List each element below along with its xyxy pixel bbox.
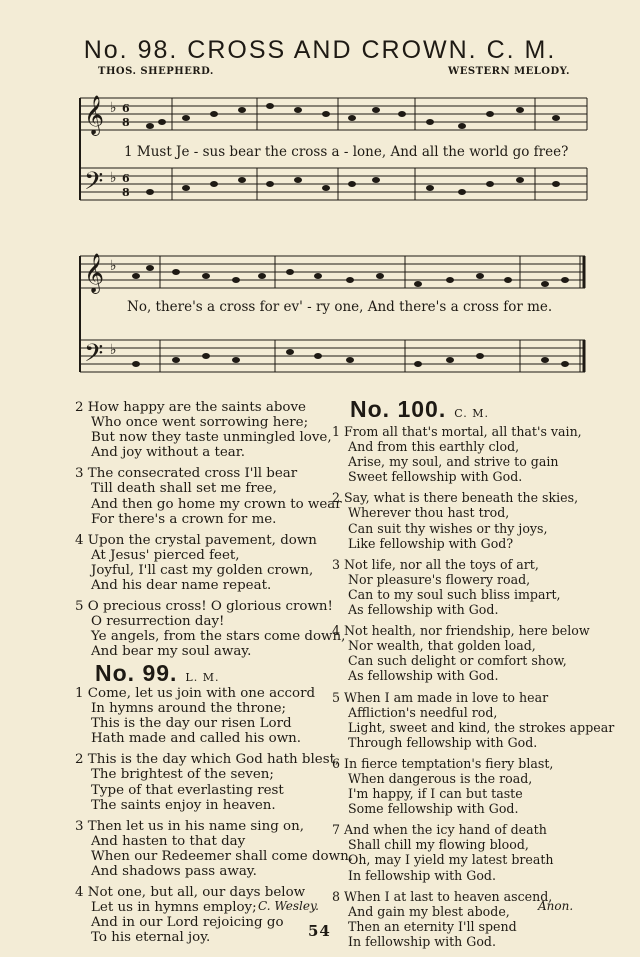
verse-line: 7 And when the icy hand of death (332, 822, 547, 838)
verse-line: As fellowship with God. (348, 668, 499, 684)
stanza (332, 490, 614, 550)
stanza (332, 623, 614, 683)
verse-line: Through fellowship with God. (348, 734, 538, 750)
verse-line: Sweet fellowship with God. (348, 469, 523, 485)
verse-line: Let us in hymns employ; (91, 900, 257, 916)
verse-line: 2 This is the day which God hath blest, (75, 752, 340, 768)
verse-line: Can to my soul such bliss impart, (348, 586, 561, 602)
verse-line: Then an eternity I'll spend (348, 918, 517, 934)
hymn-99-number: No. 99. (95, 660, 178, 686)
verse-line: Can suit thy wishes or thy joys, (348, 520, 548, 536)
stanza (332, 756, 614, 816)
verse-line: Arise, my soul, and strive to gain (348, 454, 559, 470)
svg-text:𝄞: 𝄞 (84, 95, 105, 135)
hymn-98-lyric-line-2: No, there's a cross for ev' - ry one, And there's a cross for me. (127, 299, 553, 315)
verse-line: Ye angels, from the stars come down, (91, 629, 346, 645)
hymn-100-number: No. 100. (350, 396, 447, 422)
hymn-98-lyric-line-1: 1 Must Je - sus bear the cross a - lone, And all the world go free? (124, 144, 569, 160)
verse-line: 6 In fierce temptation's fiery blast, (332, 755, 554, 771)
verse-line: 1 From all that's mortal, all that's vain, (332, 424, 582, 439)
verse-line: 3 Then let us in his name sing on, (75, 818, 304, 834)
hymn-99-meter: L. M. (185, 671, 220, 684)
stanza (332, 424, 614, 484)
verse-line: Some fellowship with God. (348, 801, 519, 817)
verse-line: Affliction's needful rod, (348, 704, 498, 720)
svg-text:6: 6 (122, 102, 130, 115)
tune-credit: WESTERN MELODY. (448, 66, 571, 77)
svg-text:𝄞: 𝄞 (84, 253, 105, 293)
verse-line: And hasten to that day (91, 833, 246, 849)
stanza (332, 557, 614, 617)
verse-line: When our Redeemer shall come down, (91, 848, 353, 864)
page-number: 54 (308, 922, 331, 940)
hymn-100-attribution: Anon. (538, 899, 574, 913)
verse-line: Joyful, I'll cast my golden crown, (91, 562, 314, 578)
verse-line: Shall chill my flowing blood, (348, 837, 529, 853)
verse-line: And bear my soul away. (91, 644, 252, 660)
verse-line: In fellowship with God. (348, 867, 496, 883)
verse-line: Light, sweet and kind, the strokes appear (348, 719, 615, 735)
verse-line: 4 Not health, nor friendship, here below (332, 623, 590, 639)
verse-line: And then go home my crown to wear (91, 496, 342, 512)
stanza (75, 599, 345, 659)
verse-line: The brightest of the seven; (91, 767, 274, 783)
verse-line: 3 The consecrated cross I'll bear (75, 466, 298, 482)
verse-line: 1 Come, let us join with one accord (75, 686, 316, 701)
verse-line: 5 O precious cross! O glorious crown! (75, 599, 333, 615)
verse-line: 3 Not life, nor all the toys of art, (332, 556, 539, 572)
svg-text:8: 8 (122, 186, 130, 199)
stanza (332, 889, 614, 949)
verse-line: Hath made and called his own. (91, 731, 302, 747)
verse-line: The saints enjoy in heaven. (91, 797, 276, 813)
verse-line: Nor pleasure's flowery road, (348, 571, 531, 587)
svg-text:♭: ♭ (110, 100, 117, 116)
verse-line: Oh, may I yield my latest breath (348, 852, 554, 868)
hymn-98-stanzas (75, 400, 345, 666)
verse-line: O resurrection day! (91, 614, 225, 630)
verse-line: Like fellowship with God? (348, 535, 514, 551)
verse-line: In hymns around the throne; (91, 701, 287, 717)
verse-line: This is the day our risen Lord (91, 716, 292, 732)
composer-credit: THOS. SHEPHERD. (98, 66, 214, 77)
verse-line: And shadows pass away. (91, 864, 257, 880)
stanza (75, 466, 345, 526)
verse-line: 2 How happy are the saints above (75, 400, 306, 415)
verse-line: And gain my blest abode, (348, 903, 510, 919)
verse-line: I'm happy, if I can but taste (348, 786, 523, 802)
verse-line: And in our Lord rejoicing go (91, 915, 284, 931)
hymn-99-heading (95, 660, 219, 687)
verse-line: In fellowship with God. (348, 933, 496, 949)
verse-line: For there's a crown for me. (91, 511, 277, 527)
stanza (75, 752, 353, 812)
svg-text:𝄢: 𝄢 (84, 167, 104, 202)
verse-line: Till death shall set me free, (91, 481, 277, 497)
hymn-98-title: No. 98. CROSS AND CROWN. C. M. (83, 36, 557, 64)
verse-line: 4 Not one, but all, our days below (75, 885, 306, 901)
verse-line: Type of that everlasting rest (91, 782, 284, 798)
verse-line: At Jesus' pierced feet, (91, 547, 240, 563)
verse-line: When dangerous is the road, (348, 770, 533, 786)
verse-line: And his dear name repeat. (91, 578, 272, 594)
stanza (332, 822, 614, 882)
verse-line: And from this earthly clod, (348, 439, 520, 455)
verse-line: Nor wealth, that golden load, (348, 638, 536, 654)
verse-line: 5 When I am made in love to hear (332, 689, 549, 705)
verse-line: To his eternal joy. (91, 930, 211, 946)
stanza (75, 400, 345, 460)
stanza (75, 819, 353, 879)
hymn-100-heading (350, 396, 489, 423)
verse-line: Can such delight or comfort show, (348, 653, 567, 669)
svg-text:♭: ♭ (110, 342, 117, 358)
svg-text:8: 8 (122, 116, 130, 129)
svg-text:♭: ♭ (110, 170, 117, 186)
svg-text:𝄢: 𝄢 (84, 339, 104, 374)
stanza (75, 686, 353, 746)
verse-line: Wherever thou hast trod, (348, 505, 510, 521)
verse-line: 2 Say, what is there beneath the skies, (332, 490, 579, 506)
hymn-100-stanzas (332, 424, 614, 955)
svg-text:6: 6 (122, 172, 130, 185)
hymn-100-meter: C. M. (454, 407, 489, 420)
verse-line: But now they taste unmingled love, (91, 430, 332, 446)
verse-line: And joy without a tear. (91, 445, 245, 461)
verse-line: 4 Upon the crystal pavement, down (75, 532, 317, 548)
verse-line: 8 When I at last to heaven ascend, (332, 888, 553, 904)
hymn-99-attribution: C. Wesley. (258, 899, 319, 913)
svg-text:♭: ♭ (110, 258, 117, 274)
stanza (332, 690, 614, 750)
stanza (75, 533, 345, 593)
verse-line: As fellowship with God. (348, 602, 499, 618)
verse-line: Who once went sorrowing here; (91, 415, 309, 431)
